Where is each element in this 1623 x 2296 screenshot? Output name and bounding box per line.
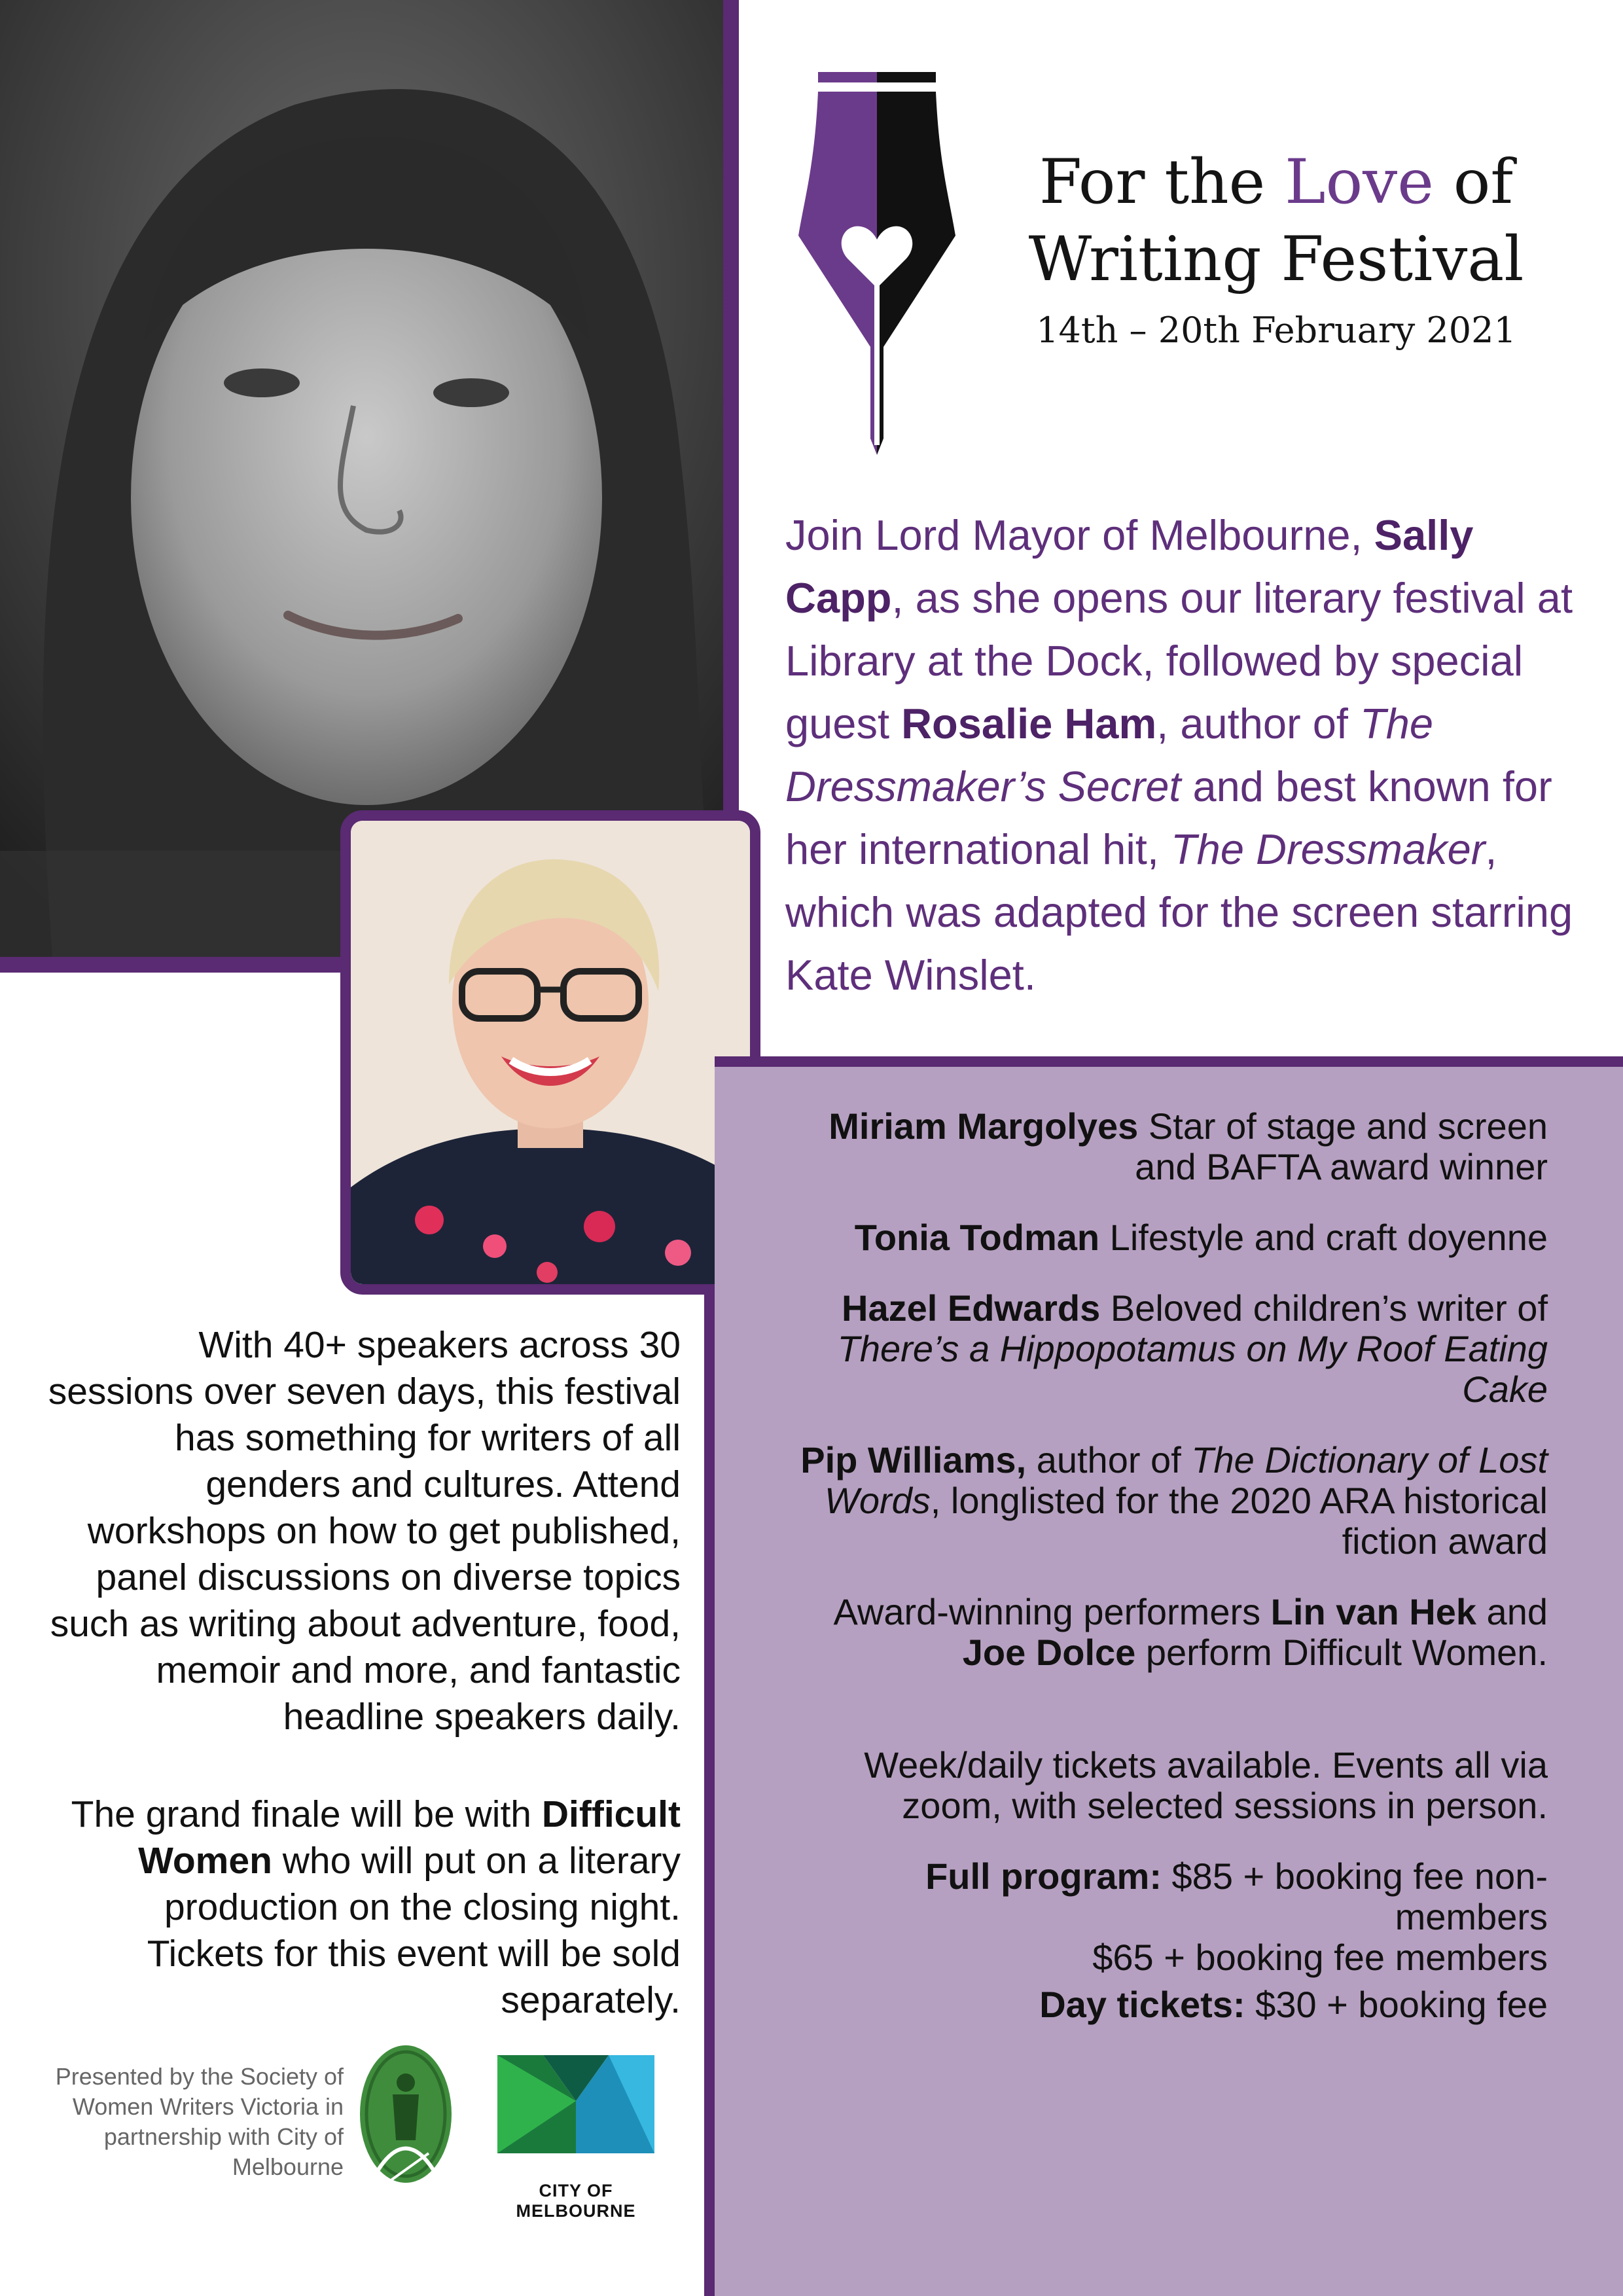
left-divider-line [704,1295,715,2296]
speaker-desc: author of [1026,1439,1192,1480]
frame-divider-vertical [723,0,739,818]
speaker-miriam [785,1106,1548,1187]
presented-by-text: Presented by the Society of Women Writers Victoria in partnership with City of Melbourne [55,2063,344,2180]
speaker-name: Hazel Edwards [842,1287,1101,1329]
tickets-label: Full program: [925,1856,1162,1897]
intro-book-1: The Dressmaker’s Secret [785,700,1434,810]
speaker-tonia [785,1217,1548,1258]
tickets-full-program [785,1856,1548,1937]
swwv-logo-icon [357,2042,455,2199]
festival-description [46,1322,681,2075]
speaker-desc: Beloved children’s writer of [1100,1287,1548,1329]
intro-text: Join Lord Mayor of Melbourne, [785,511,1374,559]
tickets-info: Week/daily tickets available. Events all via zoom, with selected sessions in person. [864,1744,1548,1826]
speaker-book: The Dictionary of Lost Words [824,1439,1548,1521]
portrait-photo-sally-capp [340,810,760,1295]
speaker-desc: Lifestyle and craft doyenne [1099,1217,1548,1258]
intro-name-rosalie-ham: Rosalie Ham [901,700,1157,747]
speaker-hazel [785,1288,1548,1410]
description-paragraph-1: With 40+ speakers across 30 sessions over seven days, this festival has something for writers of all genders and cultures. Attend workshops on how to get published, panel discussions on diverse topics such as writing about adventure, food, memoir and more, and fantastic headline speakers daily. [48,1324,681,1738]
title-line-2: Writing Festival [1028,223,1524,295]
description-paragraph-2 [46,1791,681,2024]
speaker-name: Tonia Todman [854,1217,1100,1258]
festival-dates: 14th – 20th February 2021 [1036,310,1516,351]
speaker-name: Joe Dolce [962,1632,1136,1673]
city-of-melbourne-label: CITY OF MELBOURNE [516,2181,636,2221]
intro-name-sally-capp: Sally Capp [785,511,1474,622]
fountain-pen-logo-icon [779,72,975,458]
speakers-list [785,1106,1548,2055]
speaker-performers [785,1592,1548,1673]
intro-text: , which was adapted for the screen starring Kate Winslet. [785,825,1573,999]
speaker-name: Pip Williams, [800,1439,1027,1480]
frame-divider-horizontal [0,957,366,973]
speaker-desc: Star of stage and screen and BAFTA award winner [1135,1105,1548,1187]
tickets-price: $30 + booking fee [1245,1984,1548,2025]
speaker-pip [785,1440,1548,1562]
intro-book-2: The Dressmaker [1170,825,1486,873]
speaker-desc: and [1476,1591,1548,1632]
tickets-price: $85 + booking fee non-members [1161,1856,1548,1937]
title-text: of [1433,147,1514,218]
tickets-day [785,1984,1548,2025]
speaker-desc: , longlisted for the 2020 ARA historical fiction award [930,1480,1548,1562]
title-love-word: Love [1285,147,1434,218]
title-line-1 [995,144,1558,221]
festival-title [995,144,1558,351]
description-text: The grand finale will be with [71,1793,542,1835]
intro-text: , author of [1156,700,1360,747]
intro-text: , as she opens our literary festival at Library at the Dock, followed by special guest [785,574,1573,747]
title-text: For the [1039,147,1285,218]
speaker-name: Miriam Margolyes [829,1105,1139,1147]
speaker-name: Lin van Hek [1270,1591,1476,1632]
speaker-book: There’s a Hippopotamus on My Roof Eating Cake [837,1328,1548,1410]
speaker-desc: Award-winning performers [833,1591,1271,1632]
description-text: who will put on a literary production on the closing night. Tickets for this event will be sold separately. [147,1840,681,2021]
intro-paragraph [785,504,1603,1007]
tickets-members-price: $65 + booking fee members [1092,1937,1548,1978]
intro-text: and best known for her international hit, [785,762,1552,873]
speaker-desc: perform Difficult Women. [1135,1632,1548,1673]
tickets-label: Day tickets: [1039,1984,1245,2025]
description-bold: Difficult Women [138,1793,681,1882]
